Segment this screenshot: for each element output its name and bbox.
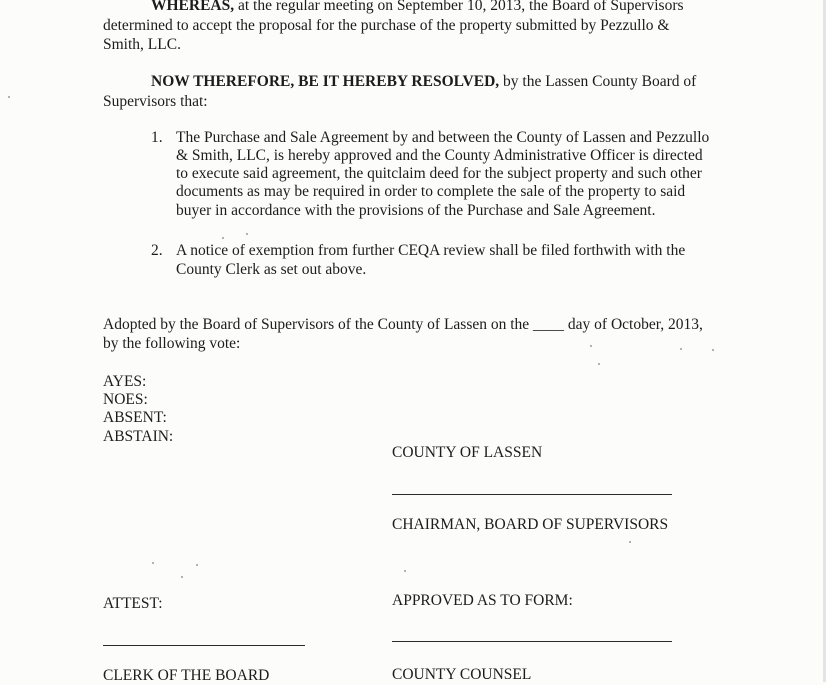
- whereas-line-2: determined to accept the proposal for the purchase of the property submitted by Pezzullo &: [103, 17, 670, 34]
- scan-speck: [222, 237, 224, 239]
- item-1-number: 1.: [151, 129, 163, 146]
- scan-speck: [680, 348, 682, 350]
- item-1-line-2: & Smith, LLC, is hereby approved and the County Administrative Officer is directed: [176, 147, 703, 164]
- scan-speck: [8, 96, 10, 98]
- resolved-lead: NOW THEREFORE, BE IT HEREBY RESOLVED,: [151, 73, 500, 90]
- scan-speck: [152, 562, 154, 564]
- item-1-line-1: The Purchase and Sale Agreement by and between the County of Lassen and Pezzullo: [176, 129, 710, 146]
- scan-speck: [629, 541, 631, 543]
- scan-speck: [590, 345, 592, 347]
- item-1-line-5: buyer in accordance with the provisions of the Purchase and Sale Agreement.: [176, 202, 656, 219]
- chairman-label: CHAIRMAN, BOARD OF SUPERVISORS: [392, 516, 669, 533]
- scan-speck: [246, 233, 248, 235]
- scan-speck: [598, 363, 600, 365]
- chairman-signature-line: [392, 494, 672, 495]
- clerk-of-board-label: CLERK OF THE BOARD: [103, 667, 270, 684]
- item-1-line-4: documents as may be required in order to complete the sale of the property to said: [176, 183, 686, 200]
- item-2-number: 2.: [151, 242, 163, 259]
- whereas-line-3: Smith, LLC.: [103, 36, 181, 53]
- item-1-line-3: to execute said agreement, the quitclaim deed for the subject property and such other: [176, 165, 702, 182]
- vote-absent-label: ABSENT:: [103, 409, 167, 426]
- whereas-lead: WHEREAS,: [151, 0, 235, 14]
- county-counsel-label: COUNTY COUNSEL: [392, 666, 532, 683]
- scan-speck: [404, 570, 406, 572]
- adopted-line-2: by the following vote:: [103, 335, 241, 352]
- vote-ayes-label: AYES:: [103, 373, 147, 390]
- clerk-signature-line: [103, 645, 305, 646]
- resolved-line-2: Supervisors that:: [103, 93, 208, 110]
- attest-label: ATTEST:: [103, 595, 163, 612]
- resolved-text-1: by the Lassen County Board of: [499, 73, 697, 90]
- adopted-line-1: Adopted by the Board of Supervisors of the County of Lassen on the ____ day of October, 2013,: [103, 316, 703, 333]
- item-2-line-1: A notice of exemption from further CEQA review shall be filed forthwith with the: [176, 242, 686, 259]
- vote-noes-label: NOES:: [103, 391, 148, 408]
- scan-speck: [196, 564, 198, 566]
- item-2-line-2: County Clerk as set out above.: [176, 261, 367, 278]
- approved-as-to-form-label: APPROVED AS TO FORM:: [392, 592, 573, 609]
- resolved-line-1: [151, 73, 696, 91]
- whereas-text-1: at the regular meeting on September 10, 2013, the Board of Supervisors: [234, 0, 684, 14]
- county-of-lassen-label: COUNTY OF LASSEN: [392, 444, 543, 461]
- scan-speck: [181, 576, 183, 578]
- vote-abstain-label: ABSTAIN:: [103, 428, 174, 445]
- counsel-signature-line: [392, 641, 672, 642]
- scan-speck: [712, 349, 714, 351]
- whereas-line-1: [151, 0, 684, 15]
